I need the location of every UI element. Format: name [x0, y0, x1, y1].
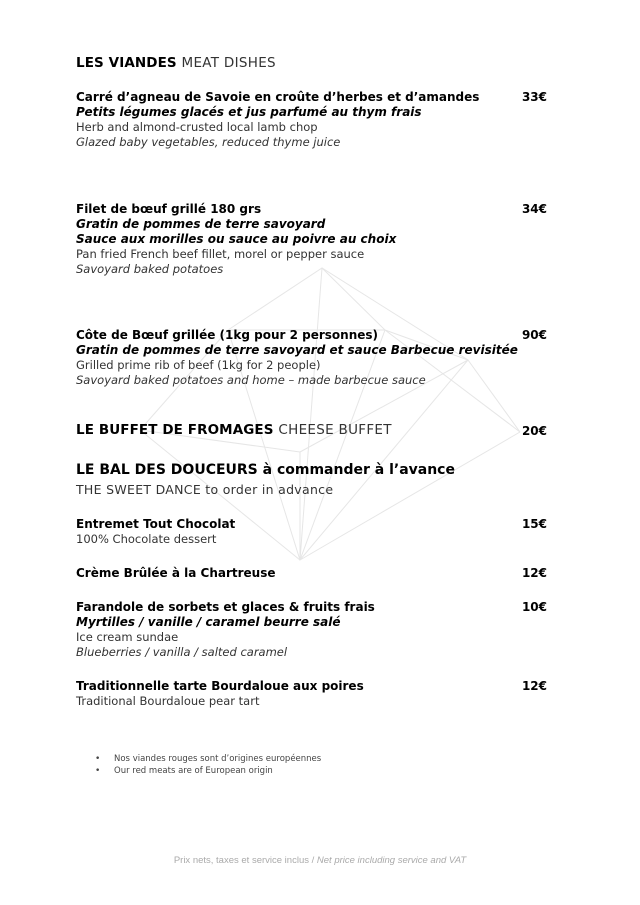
- menu-item-lamb: [76, 90, 576, 150]
- item-desc: Traditional Bourdaloue pear tart: [76, 694, 260, 708]
- desserts-subtitle: THE SWEET DANCE to order in advance: [76, 482, 334, 497]
- menu-item-sorbets: [76, 600, 576, 660]
- price-rib-of-beef: 90€: [521, 328, 547, 342]
- note-item: • Nos viandes rouges sont d’origines européennes: [95, 754, 322, 764]
- footer-en: Net price including service and VAT: [316, 855, 467, 866]
- item-sub: Gratin de pommes de terre savoyard et sauce Barbecue revisitée: [76, 343, 518, 357]
- bullet-icon: •: [95, 766, 101, 776]
- item-desc-italic: Blueberries / vanilla / salted caramel: [76, 645, 288, 659]
- item-sub: Petits légumes glacés et jus parfumé au thym frais: [76, 105, 422, 119]
- menu-item-creme-brulee: [76, 566, 576, 581]
- footer-fr: Prix nets, taxes et service inclus /: [173, 855, 317, 866]
- item-name: Entremet Tout Chocolat: [76, 517, 236, 531]
- item-desc: Grilled prime rib of beef (1kg for 2 people): [76, 358, 321, 372]
- meat-title-en: MEAT DISHES: [181, 55, 276, 71]
- item-desc-italic: Savoyard baked potatoes and home – made barbecue sauce: [76, 373, 426, 387]
- item-name: Crème Brûlée à la Chartreuse: [76, 566, 276, 580]
- item-desc: Ice cream sundae: [76, 630, 179, 644]
- item-name: Filet de bœuf grillé 180 grs: [76, 202, 262, 216]
- item-sub: Myrtilles / vanille / caramel beurre salé: [76, 615, 341, 629]
- item-name: Traditionnelle tarte Bourdaloue aux poires: [76, 679, 364, 693]
- item-desc: Herb and almond-crusted local lamb chop: [76, 120, 318, 134]
- cheese-title-fr: LE BUFFET DE FROMAGES: [76, 422, 274, 438]
- menu-item-beef-fillet: [76, 202, 576, 277]
- item-desc: 100% Chocolate dessert: [76, 532, 217, 546]
- item-name: Carré d’agneau de Savoie en croûte d’herbes et d’amandes: [76, 90, 480, 104]
- item-sub: Sauce aux morilles ou sauce au poivre au choix: [76, 232, 397, 246]
- price-sorbets: 10€: [521, 600, 547, 614]
- item-desc-italic: Savoyard baked potatoes: [76, 262, 224, 276]
- item-desc-italic: Glazed baby vegetables, reduced thyme juice: [76, 135, 341, 149]
- cheese-title-en: CHEESE BUFFET: [278, 422, 392, 438]
- note-item: • Our red meats are of European origin: [95, 766, 273, 776]
- item-sub: Gratin de pommes de terre savoyard: [76, 217, 326, 231]
- bullet-icon: •: [95, 754, 101, 764]
- cheese-buffet-title: [76, 422, 392, 438]
- price-footer: [0, 855, 640, 866]
- item-desc: Pan fried French beef fillet, morel or pepper sauce: [76, 247, 365, 261]
- price-cheese-buffet: 20€: [521, 424, 547, 438]
- price-beef-fillet: 34€: [521, 202, 547, 216]
- price-bourdaloue: 12€: [521, 679, 547, 693]
- meat-dishes-title: [76, 55, 276, 71]
- price-lamb: 33€: [521, 90, 547, 104]
- item-name: Côte de Bœuf grillée (1kg pour 2 personnes): [76, 328, 378, 342]
- menu-item-bourdaloue: [76, 679, 576, 709]
- menu-item-rib-of-beef: [76, 328, 576, 388]
- price-creme-brulee: 12€: [521, 566, 547, 580]
- item-name: Farandole de sorbets et glaces & fruits frais: [76, 600, 375, 614]
- desserts-title: LE BAL DES DOUCEURS à commander à l’avance: [76, 462, 455, 478]
- price-chocolate: 15€: [521, 517, 547, 531]
- meat-title-fr: LES VIANDES: [76, 55, 177, 71]
- menu-item-chocolate: [76, 517, 576, 547]
- origin-notes: [92, 753, 321, 777]
